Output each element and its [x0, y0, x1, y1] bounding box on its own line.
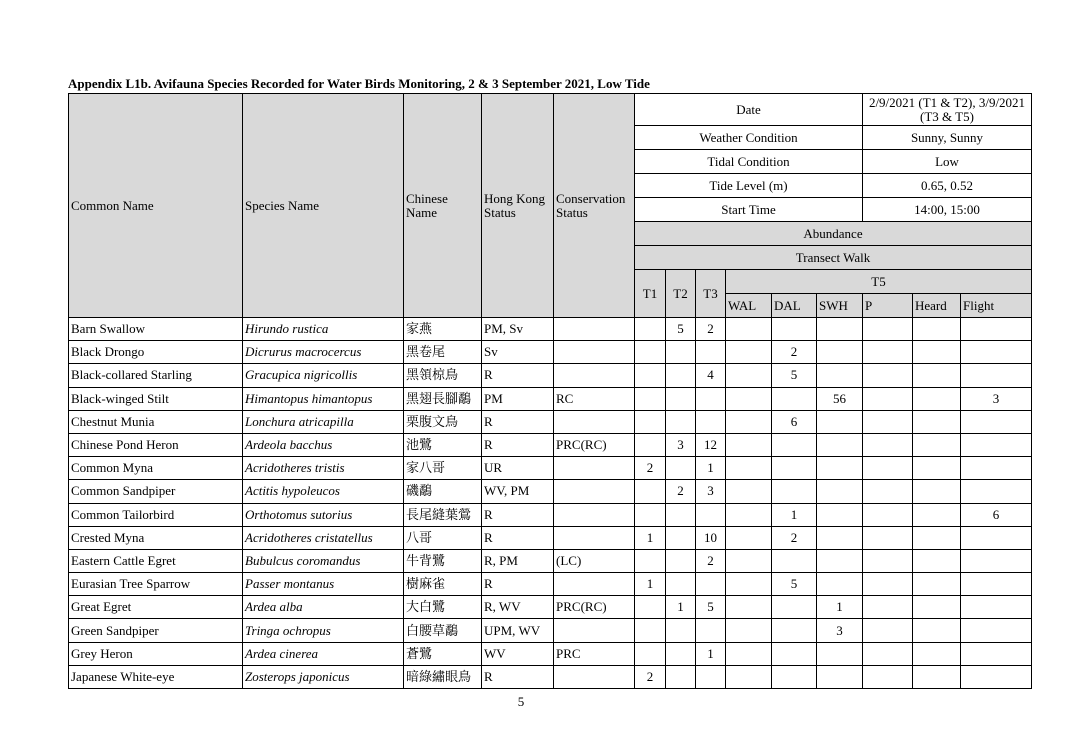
- cell-t2: [666, 364, 696, 387]
- cell-cons: [554, 573, 635, 596]
- cell-cons: [554, 457, 635, 480]
- header-p: P: [863, 294, 913, 318]
- cell-t1: [635, 503, 666, 526]
- cell-chinese: 長尾縫葉鶯: [404, 503, 482, 526]
- cell-chinese: 家八哥: [404, 457, 482, 480]
- cell-chinese: 蒼鷺: [404, 642, 482, 665]
- cell-p: [863, 410, 913, 433]
- cell-common: Black-collared Starling: [69, 364, 243, 387]
- table-row: [69, 596, 1032, 619]
- cell-t3: 5: [696, 596, 726, 619]
- cell-hk: R: [482, 503, 554, 526]
- cell-flight: 6: [961, 503, 1032, 526]
- condition-value: 14:00, 15:00: [863, 198, 1032, 222]
- cell-species: Actitis hypoleucos: [243, 480, 404, 503]
- cell-cons: [554, 665, 635, 688]
- cell-flight: [961, 433, 1032, 456]
- cell-p: [863, 457, 913, 480]
- cell-swh: [817, 573, 863, 596]
- cell-flight: [961, 642, 1032, 665]
- header-t2: T2: [666, 270, 696, 318]
- cell-p: [863, 387, 913, 410]
- cell-swh: 56: [817, 387, 863, 410]
- cell-wal: [726, 573, 772, 596]
- cell-hk: R: [482, 410, 554, 433]
- cell-species: Dicrurus macrocercus: [243, 341, 404, 364]
- cell-t2: [666, 619, 696, 642]
- cell-cons: PRC(RC): [554, 433, 635, 456]
- cell-t2: 5: [666, 318, 696, 341]
- cell-p: [863, 318, 913, 341]
- cell-t3: [696, 619, 726, 642]
- cell-common: Japanese White-eye: [69, 665, 243, 688]
- cell-swh: 1: [817, 596, 863, 619]
- cell-dal: 5: [772, 573, 817, 596]
- cell-species: Zosterops japonicus: [243, 665, 404, 688]
- cell-t3: 1: [696, 642, 726, 665]
- cell-t3: 1: [696, 457, 726, 480]
- cell-dal: [772, 549, 817, 572]
- cell-flight: [961, 619, 1032, 642]
- cell-wal: [726, 619, 772, 642]
- cell-heard: [913, 619, 961, 642]
- table-row: [69, 503, 1032, 526]
- cell-chinese: 家燕: [404, 318, 482, 341]
- cell-wal: [726, 410, 772, 433]
- table-row: [69, 410, 1032, 433]
- cell-t2: 2: [666, 480, 696, 503]
- cell-dal: 5: [772, 364, 817, 387]
- cell-heard: [913, 596, 961, 619]
- cell-t2: [666, 387, 696, 410]
- header-transect-walk: Transect Walk: [635, 246, 1032, 270]
- cell-heard: [913, 642, 961, 665]
- cell-heard: [913, 549, 961, 572]
- table-row: [69, 433, 1032, 456]
- cell-t1: [635, 318, 666, 341]
- cell-common: Common Myna: [69, 457, 243, 480]
- cell-p: [863, 549, 913, 572]
- cell-t3: 3: [696, 480, 726, 503]
- cell-species: Acridotheres cristatellus: [243, 526, 404, 549]
- cell-t3: [696, 341, 726, 364]
- cell-wal: [726, 318, 772, 341]
- cell-swh: [817, 665, 863, 688]
- cell-dal: [772, 433, 817, 456]
- cell-t1: 1: [635, 526, 666, 549]
- cell-swh: [817, 433, 863, 456]
- cell-species: Passer montanus: [243, 573, 404, 596]
- cell-heard: [913, 457, 961, 480]
- header-dal: DAL: [772, 294, 817, 318]
- cell-heard: [913, 503, 961, 526]
- cell-common: Barn Swallow: [69, 318, 243, 341]
- cell-wal: [726, 457, 772, 480]
- cell-chinese: 八哥: [404, 526, 482, 549]
- cell-hk: R: [482, 526, 554, 549]
- cell-hk: UR: [482, 457, 554, 480]
- cell-p: [863, 526, 913, 549]
- condition-value: 0.65, 0.52: [863, 174, 1032, 198]
- cell-t2: [666, 410, 696, 433]
- cell-heard: [913, 665, 961, 688]
- cell-chinese: 白腰草鷸: [404, 619, 482, 642]
- cell-heard: [913, 433, 961, 456]
- cell-t2: [666, 503, 696, 526]
- cell-common: Crested Myna: [69, 526, 243, 549]
- cell-swh: [817, 642, 863, 665]
- cell-t1: [635, 410, 666, 433]
- cell-flight: [961, 573, 1032, 596]
- cell-dal: [772, 596, 817, 619]
- cell-t3: 10: [696, 526, 726, 549]
- cell-swh: [817, 410, 863, 433]
- cell-t1: [635, 642, 666, 665]
- cell-hk: Sv: [482, 341, 554, 364]
- cell-flight: [961, 549, 1032, 572]
- cell-cons: [554, 480, 635, 503]
- cell-species: Ardea cinerea: [243, 642, 404, 665]
- cell-t1: 2: [635, 457, 666, 480]
- table-row: [69, 526, 1032, 549]
- cell-species: Acridotheres tristis: [243, 457, 404, 480]
- cell-dal: [772, 642, 817, 665]
- header-t1: T1: [635, 270, 666, 318]
- cell-t3: [696, 573, 726, 596]
- cell-hk: R, PM: [482, 549, 554, 572]
- cell-cons: [554, 341, 635, 364]
- cell-common: Chinese Pond Heron: [69, 433, 243, 456]
- cell-wal: [726, 341, 772, 364]
- species-table: [68, 93, 1032, 689]
- header-common-name: Common Name: [69, 94, 243, 318]
- cell-flight: [961, 665, 1032, 688]
- cell-common: Green Sandpiper: [69, 619, 243, 642]
- cell-swh: 3: [817, 619, 863, 642]
- cell-hk: PM, Sv: [482, 318, 554, 341]
- cell-swh: [817, 503, 863, 526]
- cell-t3: 12: [696, 433, 726, 456]
- cell-dal: [772, 387, 817, 410]
- cell-common: Black Drongo: [69, 341, 243, 364]
- cell-species: Hirundo rustica: [243, 318, 404, 341]
- cell-cons: [554, 318, 635, 341]
- cell-flight: [961, 364, 1032, 387]
- cell-cons: [554, 410, 635, 433]
- cell-p: [863, 341, 913, 364]
- cell-hk: PM: [482, 387, 554, 410]
- header-heard: Heard: [913, 294, 961, 318]
- cell-p: [863, 480, 913, 503]
- table-row: [69, 665, 1032, 688]
- cell-heard: [913, 573, 961, 596]
- cell-wal: [726, 433, 772, 456]
- header-t3: T3: [696, 270, 726, 318]
- header-abundance: Abundance: [635, 222, 1032, 246]
- cell-t3: 2: [696, 318, 726, 341]
- table-row: [69, 457, 1032, 480]
- cell-hk: WV, PM: [482, 480, 554, 503]
- cell-heard: [913, 410, 961, 433]
- cell-dal: [772, 318, 817, 341]
- cell-species: Ardeola bacchus: [243, 433, 404, 456]
- condition-value: Low: [863, 150, 1032, 174]
- cell-dal: [772, 665, 817, 688]
- table-row: [69, 341, 1032, 364]
- condition-label: Tide Level (m): [635, 174, 863, 198]
- cell-common: Common Tailorbird: [69, 503, 243, 526]
- cell-dal: [772, 457, 817, 480]
- condition-label: Weather Condition: [635, 126, 863, 150]
- cell-t2: [666, 665, 696, 688]
- cell-t1: [635, 433, 666, 456]
- cell-wal: [726, 596, 772, 619]
- condition-label: Start Time: [635, 198, 863, 222]
- cell-swh: [817, 526, 863, 549]
- cell-hk: R: [482, 665, 554, 688]
- table-row: [69, 480, 1032, 503]
- cell-chinese: 樹麻雀: [404, 573, 482, 596]
- table-row: [69, 318, 1032, 341]
- cell-dal: 2: [772, 526, 817, 549]
- table-row: [69, 549, 1032, 572]
- cell-chinese: 栗腹文鳥: [404, 410, 482, 433]
- cell-cons: RC: [554, 387, 635, 410]
- cell-hk: R: [482, 364, 554, 387]
- cell-t1: [635, 480, 666, 503]
- page-title: Appendix L1b. Avifauna Species Recorded for Water Birds Monitoring, 2 & 3 September 2021, Low Tide: [68, 76, 650, 91]
- cell-p: [863, 596, 913, 619]
- cell-t3: 2: [696, 549, 726, 572]
- cell-t2: [666, 549, 696, 572]
- cell-t3: 4: [696, 364, 726, 387]
- cell-swh: [817, 549, 863, 572]
- cell-hk: R: [482, 433, 554, 456]
- cell-flight: [961, 596, 1032, 619]
- cell-wal: [726, 480, 772, 503]
- cell-wal: [726, 503, 772, 526]
- cell-t1: [635, 364, 666, 387]
- header-t5: T5: [726, 270, 1032, 294]
- cell-chinese: 大白鷺: [404, 596, 482, 619]
- cell-flight: [961, 457, 1032, 480]
- cell-swh: [817, 457, 863, 480]
- cell-wal: [726, 549, 772, 572]
- header-row-date: [69, 94, 1032, 126]
- cell-chinese: 黑領椋鳥: [404, 364, 482, 387]
- table-row: [69, 573, 1032, 596]
- cell-flight: [961, 318, 1032, 341]
- cell-flight: [961, 410, 1032, 433]
- cell-heard: [913, 364, 961, 387]
- cell-common: Eurasian Tree Sparrow: [69, 573, 243, 596]
- cell-t2: [666, 341, 696, 364]
- cell-heard: [913, 341, 961, 364]
- cell-hk: R: [482, 573, 554, 596]
- cell-swh: [817, 364, 863, 387]
- cell-cons: [554, 364, 635, 387]
- cell-common: Black-winged Stilt: [69, 387, 243, 410]
- cell-wal: [726, 387, 772, 410]
- cell-t3: [696, 410, 726, 433]
- cell-dal: 6: [772, 410, 817, 433]
- cell-swh: [817, 318, 863, 341]
- condition-label: Tidal Condition: [635, 150, 863, 174]
- cell-cons: PRC(RC): [554, 596, 635, 619]
- cell-cons: [554, 526, 635, 549]
- condition-value: 2/9/2021 (T1 & T2), 3/9/2021 (T3 & T5): [863, 94, 1032, 126]
- header-chinese-name: Chinese Name: [404, 94, 482, 318]
- cell-cons: [554, 619, 635, 642]
- cell-dal: [772, 619, 817, 642]
- cell-t1: 1: [635, 573, 666, 596]
- cell-t2: [666, 573, 696, 596]
- cell-p: [863, 642, 913, 665]
- cell-t1: [635, 596, 666, 619]
- cell-heard: [913, 526, 961, 549]
- header-conservation-status: Conservation Status: [554, 94, 635, 318]
- cell-heard: [913, 318, 961, 341]
- header-flight: Flight: [961, 294, 1032, 318]
- cell-cons: (LC): [554, 549, 635, 572]
- header-hk-status: Hong Kong Status: [482, 94, 554, 318]
- cell-t2: [666, 642, 696, 665]
- cell-common: Great Egret: [69, 596, 243, 619]
- cell-species: Orthotomus sutorius: [243, 503, 404, 526]
- cell-t1: [635, 619, 666, 642]
- cell-dal: 2: [772, 341, 817, 364]
- cell-t1: [635, 341, 666, 364]
- cell-species: Ardea alba: [243, 596, 404, 619]
- cell-p: [863, 503, 913, 526]
- cell-wal: [726, 526, 772, 549]
- condition-label: Date: [635, 94, 863, 126]
- table-row: [69, 387, 1032, 410]
- cell-chinese: 牛背鷺: [404, 549, 482, 572]
- cell-species: Bubulcus coromandus: [243, 549, 404, 572]
- cell-t1: 2: [635, 665, 666, 688]
- cell-flight: [961, 526, 1032, 549]
- header-wal: WAL: [726, 294, 772, 318]
- cell-chinese: 池鷺: [404, 433, 482, 456]
- cell-t3: [696, 665, 726, 688]
- cell-flight: [961, 480, 1032, 503]
- cell-cons: PRC: [554, 642, 635, 665]
- header-swh: SWH: [817, 294, 863, 318]
- cell-p: [863, 619, 913, 642]
- cell-t2: 1: [666, 596, 696, 619]
- table-row: [69, 619, 1032, 642]
- cell-t2: [666, 457, 696, 480]
- cell-p: [863, 573, 913, 596]
- cell-wal: [726, 364, 772, 387]
- cell-wal: [726, 642, 772, 665]
- cell-species: Gracupica nigricollis: [243, 364, 404, 387]
- cell-species: Lonchura atricapilla: [243, 410, 404, 433]
- table-row: [69, 364, 1032, 387]
- cell-chinese: 黑翅長腳鷸: [404, 387, 482, 410]
- cell-swh: [817, 480, 863, 503]
- cell-swh: [817, 341, 863, 364]
- cell-p: [863, 364, 913, 387]
- cell-species: Tringa ochropus: [243, 619, 404, 642]
- cell-t2: [666, 526, 696, 549]
- cell-dal: [772, 480, 817, 503]
- cell-chinese: 磯鷸: [404, 480, 482, 503]
- cell-hk: WV: [482, 642, 554, 665]
- cell-flight: [961, 341, 1032, 364]
- cell-hk: UPM, WV: [482, 619, 554, 642]
- cell-common: Grey Heron: [69, 642, 243, 665]
- cell-p: [863, 433, 913, 456]
- cell-common: Eastern Cattle Egret: [69, 549, 243, 572]
- cell-t3: [696, 503, 726, 526]
- cell-t2: 3: [666, 433, 696, 456]
- cell-species: Himantopus himantopus: [243, 387, 404, 410]
- page-number: 5: [517, 694, 525, 709]
- table-row: [69, 642, 1032, 665]
- condition-value: Sunny, Sunny: [863, 126, 1032, 150]
- cell-hk: R, WV: [482, 596, 554, 619]
- cell-t3: [696, 387, 726, 410]
- cell-p: [863, 665, 913, 688]
- cell-flight: 3: [961, 387, 1032, 410]
- cell-cons: [554, 503, 635, 526]
- cell-t1: [635, 549, 666, 572]
- cell-chinese: 黑卷尾: [404, 341, 482, 364]
- cell-common: Chestnut Munia: [69, 410, 243, 433]
- header-species-name: Species Name: [243, 94, 404, 318]
- cell-chinese: 暗綠繡眼鳥: [404, 665, 482, 688]
- cell-common: Common Sandpiper: [69, 480, 243, 503]
- cell-wal: [726, 665, 772, 688]
- cell-heard: [913, 387, 961, 410]
- cell-t1: [635, 387, 666, 410]
- cell-dal: 1: [772, 503, 817, 526]
- cell-heard: [913, 480, 961, 503]
